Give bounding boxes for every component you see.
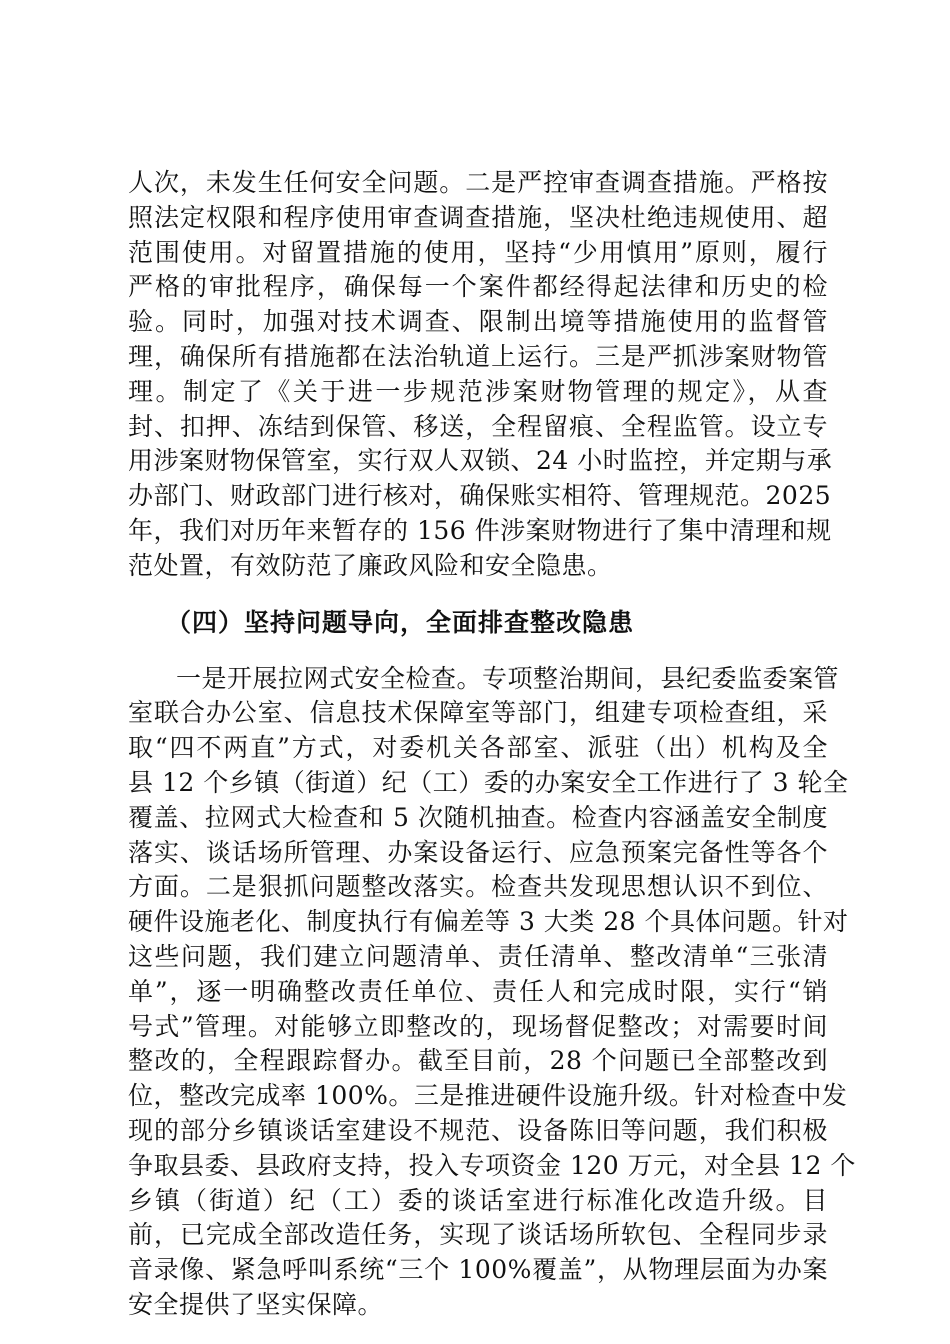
paragraph-inspection-rectification — [128, 662, 856, 1323]
text-line: 覆盖、拉网式大检查和 5 次随机抽查。检查内容涵盖安全制度 — [128, 802, 828, 832]
text-line: 理。制定了《关于进一步规范涉案财物管理的规定》，从查 — [128, 376, 828, 406]
text-line: 整改的，全程跟踪督办。截至目前，28 个问题已全部整改到 — [128, 1046, 828, 1076]
text-line: 理，确保所有措施都在法治轨道上运行。三是严抓涉案财物管 — [128, 341, 828, 371]
text-line: 范围使用。对留置措施的使用，坚持“少用慎用”原则，履行 — [128, 237, 828, 267]
section-heading: （四）坚持问题导向，全面排查整改隐患 — [166, 607, 635, 637]
text-line: 号式”管理。对能够立即整改的，现场督促整改；对需要时间 — [128, 1011, 828, 1041]
text-line: 封、扣押、冻结到保管、移送，全程留痕、全程监管。设立专 — [128, 411, 828, 441]
text-line: 现的部分乡镇谈话室建设不规范、设备陈旧等问题，我们积极 — [128, 1115, 828, 1145]
paragraph-spacer — [128, 584, 828, 604]
text-line: 乡镇（街道）纪（工）委的谈话室进行标准化改造升级。目 — [128, 1185, 828, 1215]
paragraph-case-security-measures — [128, 166, 833, 584]
text-line: 人次，未发生任何安全问题。二是严控审查调查措施。严格按 — [128, 168, 828, 197]
text-line: 争取县委、县政府支持，投入专项资金 120 万元，对全县 12 个 — [128, 1150, 856, 1180]
text-line: 位，整改完成率 100%。三是推进硬件设施升级。针对检查中发 — [128, 1081, 848, 1111]
text-line: 照法定权限和程序使用审查调查措施，坚决杜绝违规使用、超 — [128, 202, 828, 232]
text-line: 前，已完成全部改造任务，实现了谈话场所软包、全程同步录 — [128, 1220, 828, 1250]
text-line: 方面。二是狠抓问题整改落实。检查共发现思想认识不到位、 — [128, 872, 828, 902]
text-line: 室联合办公室、信息技术保障室等部门，组建专项检查组，采 — [128, 698, 828, 728]
text-line: 验。同时，加强对技术调查、限制出境等措施使用的监督管 — [128, 307, 828, 337]
paragraph-spacer — [128, 642, 828, 662]
text-line: 年，我们对历年来暂存的 156 件涉案财物进行了集中清理和规 — [128, 515, 832, 545]
text-line: 安全提供了坚实保障。 — [128, 1289, 384, 1319]
text-line: 单”，逐一明确整改责任单位、责任人和完成时限，实行“销 — [128, 976, 828, 1006]
text-line: 用涉案财物保管室，实行双人双锁、24 小时监控，并定期与承 — [128, 446, 833, 476]
text-line: 范处置，有效防范了廉政风险和安全隐患。 — [128, 550, 613, 580]
text-line: 音录像、紧急呼叫系统“三个 100%覆盖”，从物理层面为办案 — [128, 1255, 828, 1285]
text-line: 硬件设施老化、制度执行有偏差等 3 大类 28 个具体问题。针对 — [128, 907, 849, 937]
text-line: 落实、谈话场所管理、办案设备运行、应急预案完备性等各个 — [128, 837, 828, 867]
text-line: 一是开展拉网式安全检查。专项整治期间，县纪委监委案管 — [176, 663, 840, 693]
text-line: 取“四不两直”方式，对委机关各部室、派驻（出）机构及全 — [128, 733, 828, 763]
text-line: 县 12 个乡镇（街道）纪（工）委的办案安全工作进行了 3 轮全 — [128, 767, 849, 797]
text-line: 办部门、财政部门进行核对，确保账实相符、管理规范。2025 — [128, 481, 832, 511]
text-line: 严格的审批程序，确保每一个案件都经得起法律和历史的检 — [128, 272, 828, 302]
text-line: 这些问题，我们建立问题清单、责任清单、整改清单“三张清 — [128, 941, 828, 971]
document-body — [128, 166, 856, 1323]
